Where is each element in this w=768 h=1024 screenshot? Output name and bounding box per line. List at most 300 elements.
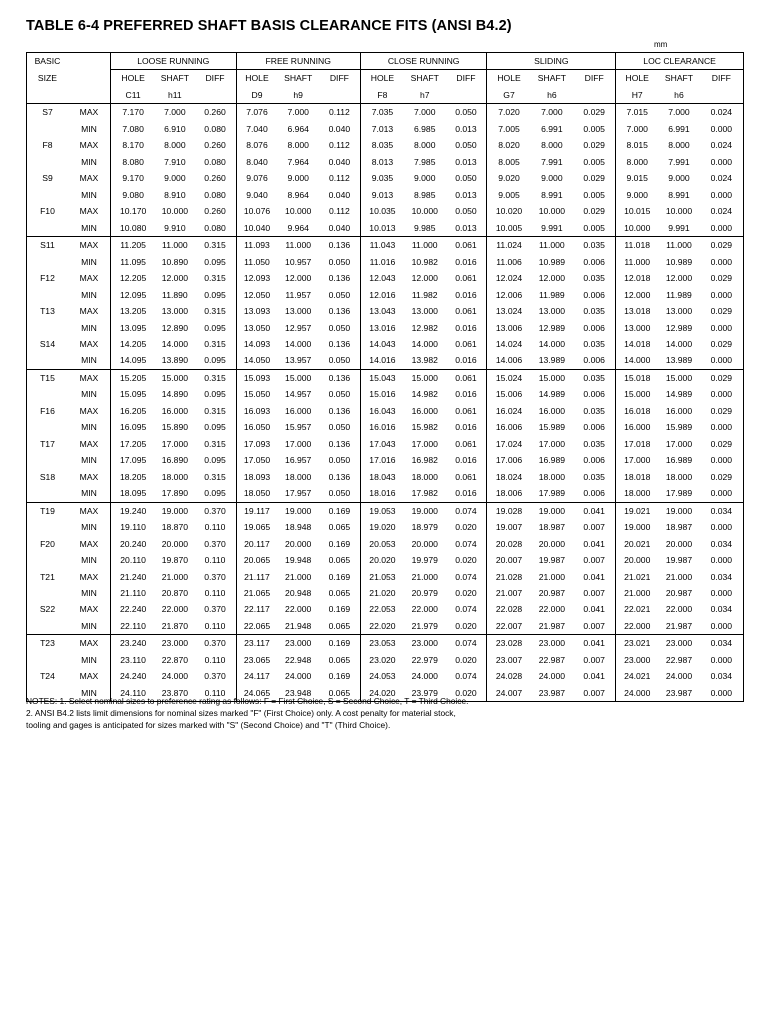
value-cell: 0.061: [455, 273, 477, 284]
value-cell: 9.076: [236, 170, 277, 186]
value-cell: 14.000: [616, 352, 659, 369]
size-cell: S22: [27, 601, 68, 617]
table-row: [27, 336, 744, 352]
value-cell: 13.043: [360, 303, 404, 319]
value-cell: 20.000: [616, 552, 659, 568]
size-cell: S14: [27, 336, 68, 352]
value-cell: 0.040: [328, 222, 351, 233]
value-cell: 0.016: [455, 455, 477, 466]
value-cell: 10.020: [487, 203, 531, 219]
value-cell: 24.028: [487, 668, 531, 684]
value-cell: 0.370: [195, 635, 237, 652]
value-cell: 19.948: [285, 555, 312, 566]
value-cell: 23.979: [404, 685, 445, 702]
value-cell: 7.170: [111, 104, 156, 121]
value-cell: 18.093: [236, 469, 277, 485]
size-cell: F12: [27, 270, 68, 286]
value-cell: 0.000: [700, 685, 744, 702]
value-cell: 0.000: [700, 287, 744, 303]
value-cell: 18.050: [236, 485, 277, 502]
col-hole: HOLE: [616, 70, 659, 87]
value-cell: 19.053: [360, 502, 404, 519]
col-diff: DIFF: [700, 70, 744, 87]
value-cell: 0.016: [455, 389, 477, 400]
value-cell: 20.110: [111, 552, 156, 568]
size-cell: [27, 386, 68, 402]
value-cell: 0.035: [583, 405, 605, 416]
value-cell: 0.007: [583, 555, 605, 566]
value-cell: 17.016: [360, 452, 404, 468]
value-cell: 0.112: [319, 104, 360, 121]
value-cell: 0.136: [328, 471, 351, 482]
limit-label: MIN: [81, 588, 97, 598]
col-shaft: SHAFT: [155, 70, 194, 87]
value-cell: 8.076: [236, 137, 277, 153]
header-basic: BASIC: [27, 53, 68, 70]
value-cell: 20.240: [111, 536, 156, 552]
value-cell: 22.000: [538, 604, 566, 615]
fit-code: D9: [236, 87, 277, 104]
limit-label: MIN: [81, 389, 97, 400]
value-cell: 10.000: [665, 206, 693, 217]
value-cell: 0.112: [328, 140, 350, 151]
value-cell: 16.016: [360, 419, 404, 435]
value-cell: 0.136: [319, 237, 360, 254]
value-cell: 8.040: [236, 154, 277, 170]
value-cell: 14.989: [665, 389, 693, 400]
value-cell: 12.043: [360, 270, 404, 286]
value-cell: 12.000: [538, 273, 566, 284]
value-cell: 0.061: [455, 438, 477, 449]
value-cell: 15.043: [360, 369, 404, 386]
value-cell: 0.315: [204, 273, 226, 284]
size-cell: [27, 519, 68, 535]
value-cell: 20.020: [360, 552, 404, 568]
value-cell: 0.080: [204, 156, 226, 167]
limit-label: MIN: [81, 222, 97, 233]
value-cell: 15.205: [111, 369, 156, 386]
value-cell: 24.000: [616, 685, 659, 702]
limit-label: MIN: [81, 422, 97, 433]
value-cell: 0.050: [455, 140, 477, 151]
value-cell: 0.260: [204, 140, 226, 151]
value-cell: 0.041: [573, 635, 616, 652]
size-cell: S11: [27, 237, 68, 254]
value-cell: 0.000: [700, 485, 744, 502]
value-cell: 0.315: [195, 369, 237, 386]
note-line: tooling and gages is anticipated for sizes marked with "S" (Second Choice) and "T" (Third Choice).: [26, 720, 391, 730]
value-cell: 15.018: [616, 369, 659, 386]
value-cell: 0.016: [455, 422, 477, 433]
value-cell: 23.020: [360, 652, 404, 668]
value-cell: 10.076: [236, 203, 277, 219]
value-cell: 15.000: [531, 369, 574, 386]
size-cell: T21: [27, 569, 68, 585]
value-cell: 0.016: [455, 256, 477, 267]
value-cell: 0.370: [204, 538, 226, 549]
value-cell: 0.074: [455, 671, 477, 682]
value-cell: 0.035: [583, 471, 605, 482]
value-cell: 8.000: [287, 140, 309, 151]
value-cell: 0.315: [195, 237, 237, 254]
size-cell: [27, 220, 68, 237]
limit-label: MAX: [79, 306, 99, 317]
value-cell: 0.065: [328, 620, 351, 631]
value-cell: 0.013: [455, 156, 477, 167]
value-cell: 21.240: [111, 569, 156, 585]
limit-label: MIN: [68, 685, 111, 702]
value-cell: 0.061: [455, 306, 477, 317]
value-cell: 18.979: [411, 522, 438, 533]
value-cell: 12.000: [411, 273, 438, 284]
value-cell: 7.000: [658, 104, 699, 121]
value-cell: 11.000: [277, 237, 318, 254]
limit-label: MIN: [81, 654, 97, 665]
value-cell: 23.987: [658, 685, 699, 702]
value-cell: 15.000: [404, 369, 445, 386]
col-diff: DIFF: [573, 70, 616, 87]
value-cell: 0.050: [328, 488, 351, 499]
value-cell: 18.006: [487, 485, 531, 502]
size-cell: T15: [27, 369, 68, 386]
table-row: [27, 154, 744, 170]
value-cell: 0.020: [455, 588, 477, 598]
value-cell: 15.016: [360, 386, 404, 402]
value-cell: 0.095: [204, 289, 226, 300]
value-cell: 7.013: [360, 121, 404, 137]
value-cell: 0.040: [328, 156, 351, 167]
value-cell: 0.169: [328, 538, 351, 549]
value-cell: 24.110: [111, 685, 156, 702]
value-cell: 19.000: [531, 502, 574, 519]
value-cell: 18.000: [616, 485, 659, 502]
size-cell: T24: [27, 668, 68, 684]
limit-label: MIN: [81, 488, 97, 499]
value-cell: 22.000: [665, 604, 693, 615]
table-row: [27, 287, 744, 303]
value-cell: 24.021: [616, 668, 659, 684]
value-cell: 21.870: [161, 620, 189, 631]
value-cell: 17.018: [616, 436, 659, 452]
limit-label: MAX: [68, 369, 111, 386]
value-cell: 7.020: [487, 104, 531, 121]
size-cell: [27, 187, 68, 203]
value-cell: 18.987: [538, 522, 566, 533]
value-cell: 21.020: [360, 585, 404, 601]
value-cell: 22.948: [285, 654, 312, 665]
value-cell: 0.035: [583, 338, 605, 349]
value-cell: 0.260: [204, 173, 226, 184]
value-cell: 18.205: [111, 469, 156, 485]
limit-label: MIN: [81, 522, 97, 533]
value-cell: 10.000: [538, 206, 566, 217]
table-row: [27, 254, 744, 270]
limit-label: MAX: [79, 338, 99, 349]
limit-label: MAX: [68, 237, 111, 254]
value-cell: 12.205: [111, 270, 156, 286]
value-cell: 13.205: [111, 303, 156, 319]
group-header-close-running: CLOSE RUNNING: [360, 53, 487, 70]
col-diff: DIFF: [195, 70, 237, 87]
value-cell: 14.205: [111, 336, 156, 352]
value-cell: 0.110: [204, 555, 226, 566]
value-cell: 19.987: [538, 555, 566, 566]
value-cell: 0.050: [328, 422, 351, 433]
size-cell: S18: [27, 469, 68, 485]
value-cell: 23.000: [616, 652, 659, 668]
value-cell: 23.240: [111, 635, 156, 652]
table-row: [27, 419, 744, 435]
value-cell: 19.007: [487, 519, 531, 535]
value-cell: 18.024: [487, 469, 531, 485]
value-cell: 15.095: [111, 386, 156, 402]
value-cell: 22.007: [487, 618, 531, 635]
value-cell: 9.991: [541, 222, 563, 233]
limit-label: MIN: [81, 256, 97, 267]
value-cell: 12.050: [236, 287, 277, 303]
value-cell: 21.987: [538, 620, 566, 631]
value-cell: 19.870: [161, 555, 189, 566]
value-cell: 0.095: [204, 455, 226, 466]
value-cell: 16.043: [360, 403, 404, 419]
value-cell: 0.061: [455, 405, 477, 416]
limit-label: MIN: [81, 620, 97, 631]
size-cell: S9: [27, 170, 68, 186]
value-cell: 22.021: [616, 601, 659, 617]
value-cell: 0.370: [195, 502, 237, 519]
value-cell: 8.991: [541, 189, 563, 200]
size-cell: [27, 154, 68, 170]
value-cell: 11.000: [658, 237, 699, 254]
value-cell: 0.029: [700, 436, 744, 452]
value-cell: 0.020: [455, 555, 477, 566]
value-cell: 12.000: [665, 273, 693, 284]
value-cell: 0.061: [455, 471, 477, 482]
value-cell: 0.006: [583, 322, 605, 333]
value-cell: 23.000: [531, 635, 574, 652]
value-cell: 0.050: [328, 389, 351, 400]
value-cell: 14.000: [161, 338, 189, 349]
limit-label: MIN: [81, 355, 97, 366]
value-cell: 0.065: [319, 685, 360, 702]
value-cell: 0.061: [445, 237, 486, 254]
value-cell: 22.053: [360, 601, 404, 617]
limit-label: MIN: [81, 455, 97, 466]
value-cell: 24.000: [538, 671, 566, 682]
value-cell: 20.007: [487, 552, 531, 568]
value-cell: 19.979: [411, 555, 438, 566]
table-row: [27, 121, 744, 137]
value-cell: 15.890: [161, 422, 189, 433]
fit-code: h11: [155, 87, 194, 104]
value-cell: 19.065: [236, 519, 277, 535]
value-cell: 10.040: [236, 220, 277, 237]
value-cell: 12.006: [487, 287, 531, 303]
value-cell: 16.050: [236, 419, 277, 435]
value-cell: 0.050: [328, 455, 351, 466]
value-cell: 19.000: [658, 502, 699, 519]
value-cell: 20.979: [411, 588, 438, 598]
group-header-free-running: FREE RUNNING: [236, 53, 360, 70]
value-cell: 19.240: [111, 502, 156, 519]
value-cell: 7.005: [487, 121, 531, 137]
value-cell: 21.028: [487, 569, 531, 585]
value-cell: 0.016: [455, 322, 477, 333]
value-cell: 0.029: [700, 303, 744, 319]
value-cell: 23.117: [236, 635, 277, 652]
value-cell: 0.005: [583, 189, 605, 200]
value-cell: 17.024: [487, 436, 531, 452]
value-cell: 15.000: [658, 369, 699, 386]
value-cell: 9.910: [164, 222, 186, 233]
value-cell: 13.018: [616, 303, 659, 319]
value-cell: 12.095: [111, 287, 156, 303]
value-cell: 16.018: [616, 403, 659, 419]
value-cell: 16.024: [487, 403, 531, 419]
value-cell: 13.000: [538, 306, 566, 317]
value-cell: 0.034: [700, 601, 744, 617]
value-cell: 14.982: [411, 389, 438, 400]
table-row: [27, 386, 744, 402]
value-cell: 24.117: [236, 668, 277, 684]
value-cell: 16.000: [616, 419, 659, 435]
value-cell: 19.110: [111, 519, 156, 535]
value-cell: 8.991: [668, 189, 690, 200]
value-cell: 0.000: [700, 187, 744, 203]
value-cell: 13.000: [411, 306, 438, 317]
value-cell: 0.006: [583, 389, 605, 400]
value-cell: 23.021: [616, 635, 659, 652]
value-cell: 11.095: [111, 254, 156, 270]
value-cell: 0.000: [700, 352, 744, 369]
value-cell: 14.050: [236, 352, 277, 369]
value-cell: 12.000: [161, 273, 189, 284]
table-row: [27, 635, 744, 652]
value-cell: 14.093: [236, 336, 277, 352]
value-cell: 22.110: [111, 618, 156, 635]
group-header-sliding: SLIDING: [487, 53, 616, 70]
value-cell: 6.991: [668, 123, 690, 134]
value-cell: 22.028: [487, 601, 531, 617]
value-cell: 21.000: [616, 585, 659, 601]
value-cell: 0.000: [700, 154, 744, 170]
value-cell: 20.000: [285, 538, 312, 549]
table-row: [27, 652, 744, 668]
value-cell: 24.000: [411, 671, 438, 682]
value-cell: 20.000: [411, 538, 438, 549]
value-cell: 0.041: [583, 571, 605, 582]
limit-label: MAX: [79, 140, 99, 151]
value-cell: 0.013: [455, 222, 477, 233]
value-cell: 8.910: [164, 189, 186, 200]
limit-label: MIN: [81, 322, 97, 333]
value-cell: 14.018: [616, 336, 659, 352]
value-cell: 11.018: [616, 237, 659, 254]
value-cell: 13.024: [487, 303, 531, 319]
value-cell: 19.028: [487, 502, 531, 519]
value-cell: 0.000: [700, 519, 744, 535]
value-cell: 0.029: [700, 336, 744, 352]
group-header-loose-running: LOOSE RUNNING: [111, 53, 237, 70]
value-cell: 0.007: [583, 654, 605, 665]
value-cell: 0.024: [700, 104, 744, 121]
value-cell: 0.136: [328, 405, 351, 416]
limit-label: MAX: [79, 571, 99, 582]
value-cell: 18.000: [538, 471, 566, 482]
value-cell: 9.080: [111, 187, 156, 203]
value-cell: 0.020: [455, 654, 477, 665]
value-cell: 7.080: [111, 121, 156, 137]
value-cell: 21.987: [665, 620, 693, 631]
fit-code: C11: [111, 87, 156, 104]
value-cell: 0.007: [583, 522, 605, 533]
header-size: SIZE: [27, 70, 68, 87]
value-cell: 0.029: [700, 403, 744, 419]
value-cell: 10.000: [161, 206, 189, 217]
value-cell: 10.890: [161, 256, 189, 267]
value-cell: 9.991: [668, 222, 690, 233]
value-cell: 13.989: [665, 355, 693, 366]
value-cell: 15.989: [538, 422, 566, 433]
value-cell: 13.095: [111, 320, 156, 336]
value-cell: 21.000: [161, 571, 189, 582]
value-cell: 19.000: [277, 502, 318, 519]
value-cell: 23.028: [487, 635, 531, 652]
table-row: [27, 601, 744, 617]
value-cell: 0.000: [700, 552, 744, 568]
value-cell: 11.000: [404, 237, 445, 254]
value-cell: 20.000: [161, 538, 189, 549]
limit-label: MAX: [79, 538, 99, 549]
value-cell: 0.006: [583, 289, 605, 300]
size-cell: [27, 254, 68, 270]
value-cell: 9.013: [360, 187, 404, 203]
value-cell: 0.000: [700, 254, 744, 270]
value-cell: 0.169: [319, 635, 360, 652]
value-cell: 0.035: [583, 306, 605, 317]
table-row: [27, 452, 744, 468]
value-cell: 0.169: [328, 604, 351, 615]
value-cell: 12.000: [616, 287, 659, 303]
value-cell: 0.020: [445, 685, 486, 702]
value-cell: 13.093: [236, 303, 277, 319]
value-cell: 18.000: [285, 471, 312, 482]
value-cell: 19.020: [360, 519, 404, 535]
value-cell: 21.948: [285, 620, 312, 631]
value-cell: 10.013: [360, 220, 404, 237]
limit-label: MIN: [81, 555, 97, 566]
value-cell: 0.315: [204, 306, 226, 317]
value-cell: 24.053: [360, 668, 404, 684]
limit-label: MAX: [79, 173, 99, 184]
value-cell: 0.034: [700, 569, 744, 585]
value-cell: 22.000: [616, 618, 659, 635]
value-cell: 17.095: [111, 452, 156, 468]
value-cell: 17.093: [236, 436, 277, 452]
value-cell: 18.000: [411, 471, 438, 482]
value-cell: 12.093: [236, 270, 277, 286]
value-cell: 0.074: [455, 571, 477, 582]
value-cell: 9.000: [413, 173, 436, 184]
value-cell: 10.989: [538, 256, 566, 267]
value-cell: 12.982: [411, 322, 438, 333]
value-cell: 22.240: [111, 601, 156, 617]
value-cell: 16.205: [111, 403, 156, 419]
value-cell: 11.982: [411, 289, 438, 300]
fit-code: h7: [404, 87, 445, 104]
limit-label: MIN: [81, 123, 97, 134]
value-cell: 0.050: [445, 104, 486, 121]
